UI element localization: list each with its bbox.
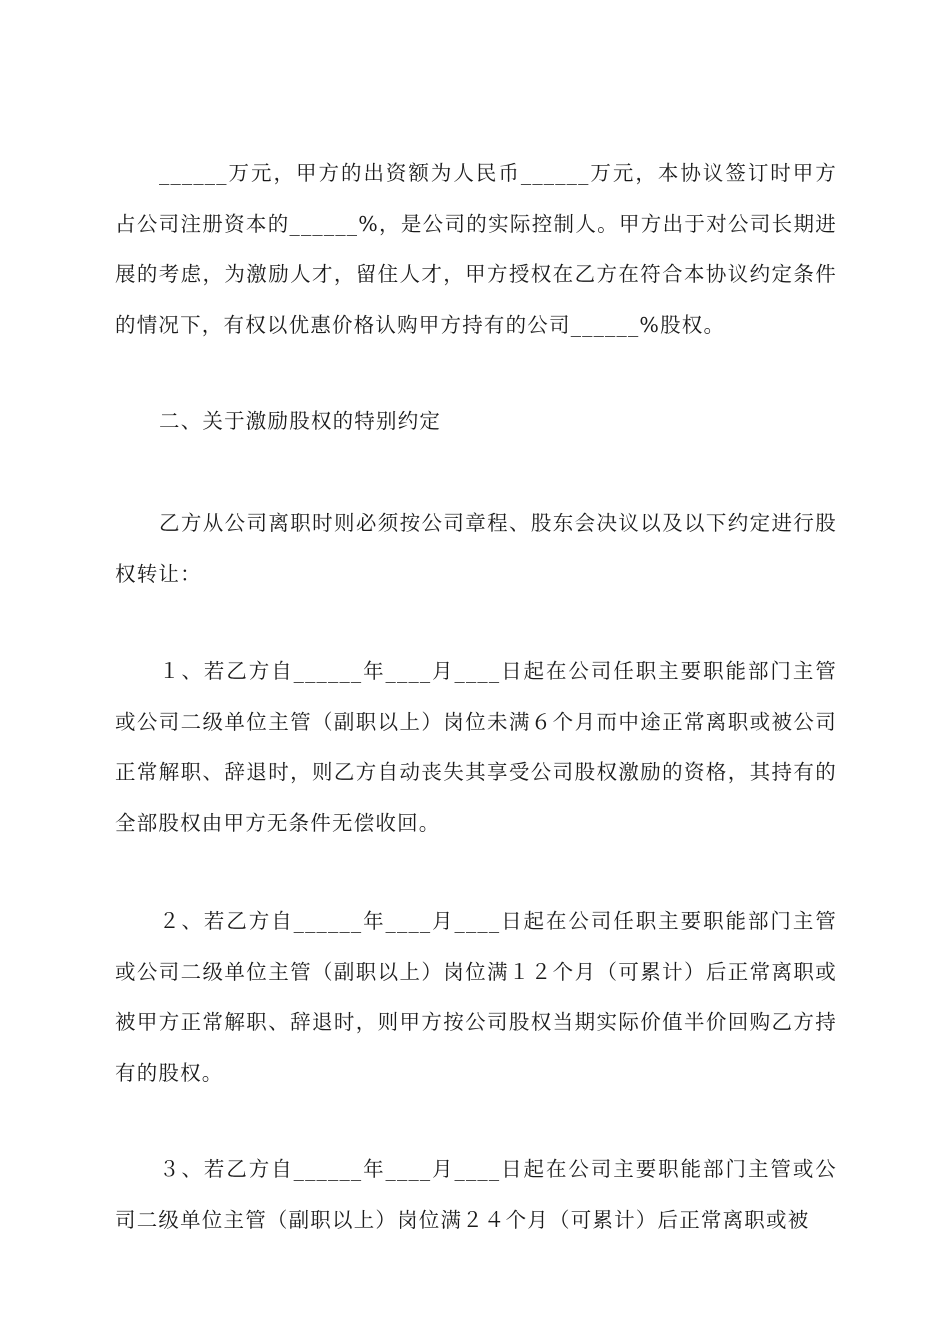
clause-1: １、若乙方自______年____月____日起在公司任职主要职能部门主管或公司二级单位主管（副职以上）岗位未满６个月而中途正常离职或被公司正常解职、辞退时，则乙方自动丧失其享受公司股权激励的资格，其持有的全部股权由甲方无条件无偿收回。 [115,659,837,835]
paragraph-resignation-transfer: 乙方从公司离职时则必须按公司章程、股东会决议以及以下约定进行股权转让： [115,511,837,586]
clause-3: ３、若乙方自______年____月____日起在公司主要职能部门主管或公司二级单位主管（副职以上）岗位满２４个月（可累计）后正常离职或被 [115,1157,837,1232]
section-heading-incentive-equity: 二、关于激励股权的特别约定 [159,409,442,433]
clause-2: ２、若乙方自______年____月____日起在公司任职主要职能部门主管或公司二级单位主管（副职以上）岗位满１２个月（可累计）后正常离职或被甲方正常解职、辞退时，则甲方按公司股权当期实际价值半价回购乙方持有的股权。 [115,909,837,1085]
paragraph-capital-contribution: ______万元，甲方的出资额为人民币______万元，本协议签订时甲方占公司注册资本的______%，是公司的实际控制人。甲方出于对公司长期进展的考虑，为激励人才，留住人才，甲方授权在乙方在符合本协议约定条件的情况下，有权以优惠价格认购甲方持有的公司______%股权。 [115,161,837,337]
